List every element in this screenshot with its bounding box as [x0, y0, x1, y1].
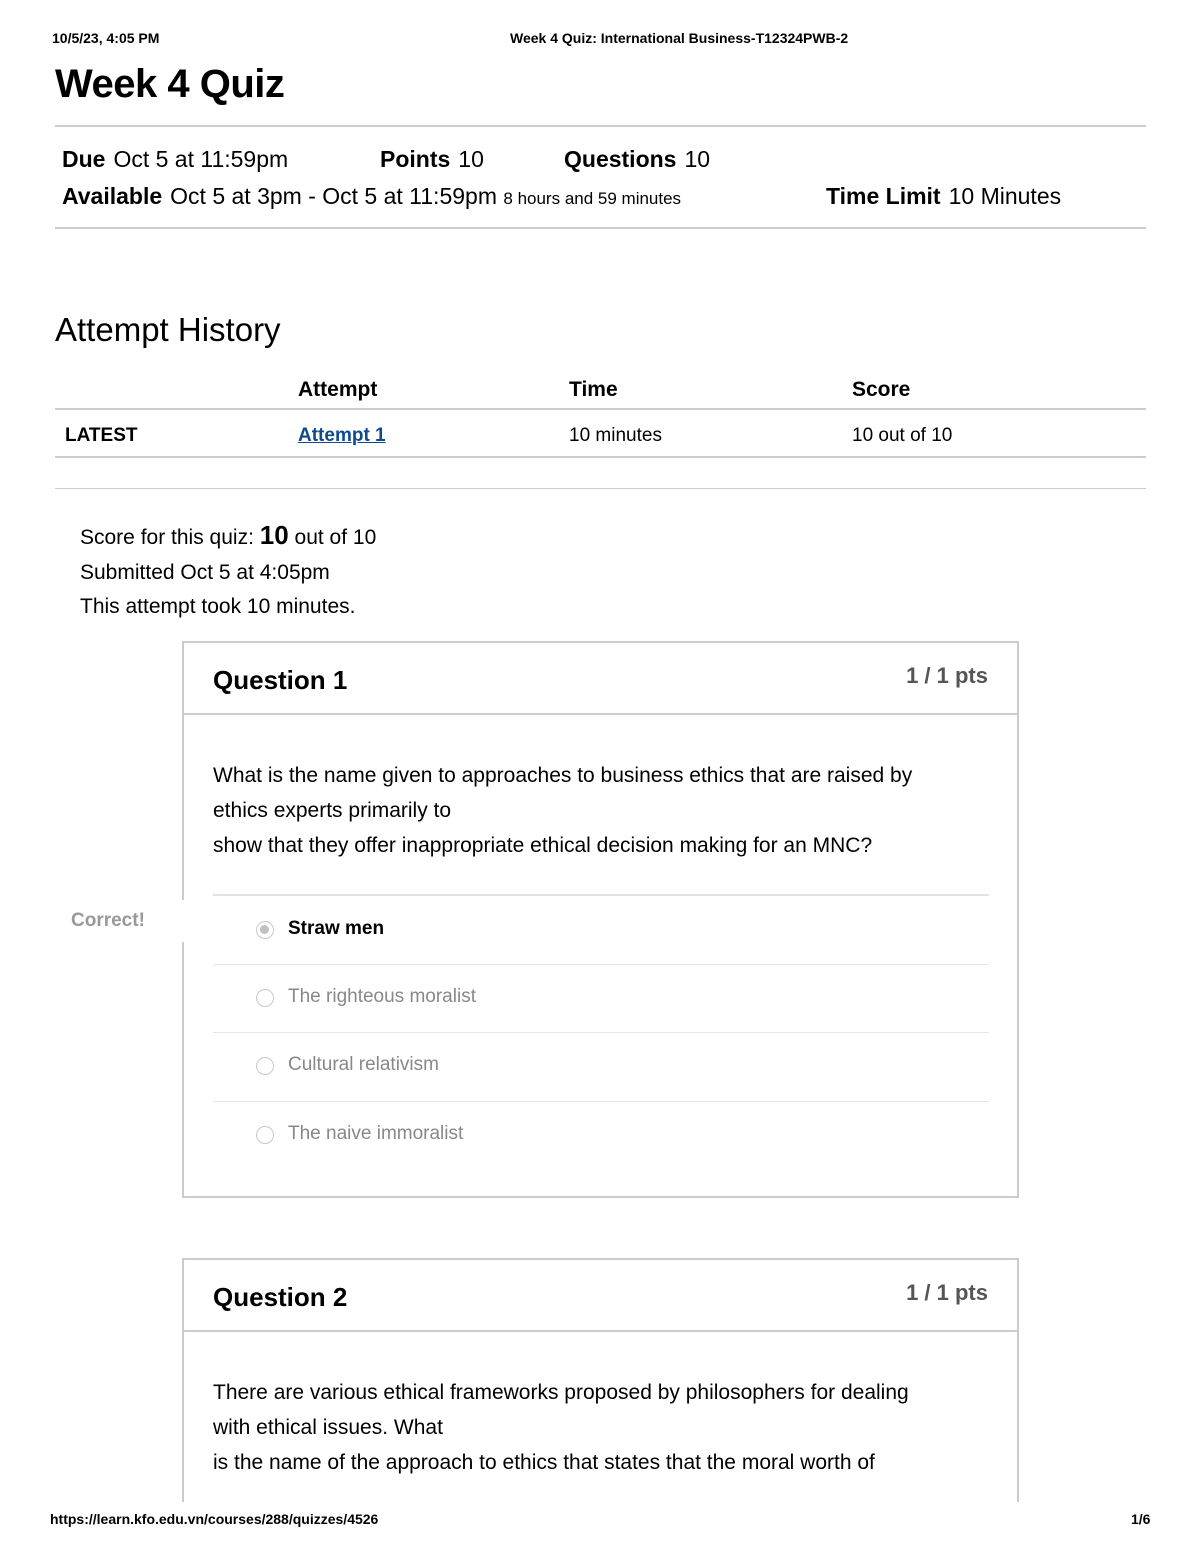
answer-option[interactable] [213, 1032, 989, 1100]
divider [55, 227, 1146, 229]
quiz-details-row-1 [62, 146, 288, 173]
table-row [55, 410, 1146, 458]
available-value: Oct 5 at 3pm - Oct 5 at 11:59pm [170, 183, 497, 209]
answer-label: The righteous moralist [288, 986, 476, 1007]
question-header [184, 1260, 1017, 1332]
points-value: 10 [458, 146, 484, 172]
question-card-1 [182, 641, 1019, 1198]
time-limit-label: Time Limit [826, 183, 941, 209]
question-points: 1 / 1 pts [906, 663, 988, 688]
quiz-score [80, 520, 376, 551]
questions-label: Questions [564, 146, 677, 172]
questions-value: 10 [684, 146, 711, 172]
column-header-score: Score [852, 378, 911, 401]
radio-icon[interactable] [256, 1126, 274, 1144]
score-label: Score for this quiz: [80, 526, 254, 549]
quiz-availability [62, 183, 681, 210]
attempt-time: 10 minutes [569, 425, 662, 446]
radio-icon[interactable] [256, 989, 274, 1007]
answer-option[interactable] [213, 1101, 989, 1169]
answer-label: Cultural relativism [288, 1054, 439, 1075]
quiz-questions [564, 146, 710, 173]
question-points: 1 / 1 pts [906, 1280, 988, 1305]
question-text-line: What is the name given to approaches to business ethics that are raised by [213, 764, 913, 787]
divider [55, 125, 1146, 127]
question-text-line: There are various ethical frameworks proposed by philosophers for dealing [213, 1381, 909, 1404]
question-text-line: is the name of the approach to ethics that states that the moral worth of [213, 1451, 875, 1474]
question-text-line: ethics experts primarily to [213, 799, 452, 822]
print-page-title: Week 4 Quiz: International Business-T12324PWB-2 [510, 30, 849, 46]
attempt-status: LATEST [65, 425, 138, 446]
time-limit-value: 10 Minutes [948, 183, 1062, 209]
print-datetime: 10/5/23, 4:05 PM [52, 30, 160, 46]
quiz-points [380, 146, 484, 173]
points-label: Points [380, 146, 451, 172]
question-text-line: show that they offer inappropriate ethical decision making for an MNC? [213, 834, 873, 857]
quiz-time-limit [826, 183, 1061, 210]
question-title: Question 2 [213, 1282, 348, 1312]
attempt-duration: This attempt took 10 minutes. [80, 595, 356, 618]
print-page-number: 1/6 [1131, 1511, 1151, 1527]
question-text-line: with ethical issues. What [213, 1416, 443, 1439]
column-header-attempt: Attempt [298, 378, 378, 401]
question-title: Question 1 [213, 665, 348, 695]
attempt-link[interactable]: Attempt 1 [298, 425, 386, 446]
print-url: https://learn.kfo.edu.vn/courses/288/quizzes/4526 [50, 1511, 379, 1527]
answer-option[interactable] [213, 964, 989, 1032]
divider [55, 488, 1146, 489]
column-header-time: Time [569, 378, 618, 401]
available-duration: 8 hours and 59 minutes [503, 189, 682, 208]
flag-gap [182, 900, 184, 942]
available-label: Available [62, 183, 163, 209]
answer-option[interactable] [213, 896, 989, 964]
correct-flag: Correct! [71, 910, 145, 931]
answer-label: The naive immoralist [288, 1123, 464, 1144]
submitted-time: Submitted Oct 5 at 4:05pm [80, 561, 330, 584]
table-header [55, 370, 1146, 410]
question-text [213, 758, 993, 863]
radio-selected-icon[interactable] [256, 921, 274, 939]
score-value: 10 [259, 520, 289, 550]
question-header [184, 643, 1017, 715]
score-suffix: out of 10 [294, 526, 377, 549]
answer-label: Straw men [288, 918, 385, 939]
due-label: Due [62, 146, 106, 172]
page-title: Week 4 Quiz [55, 62, 285, 106]
attempt-score: 10 out of 10 [852, 425, 953, 446]
due-value: Oct 5 at 11:59pm [113, 146, 289, 172]
attempt-history-table [55, 370, 1146, 458]
question-card-2 [182, 1258, 1019, 1502]
radio-icon[interactable] [256, 1057, 274, 1075]
question-text [213, 1375, 993, 1480]
attempt-history-title: Attempt History [55, 311, 281, 348]
